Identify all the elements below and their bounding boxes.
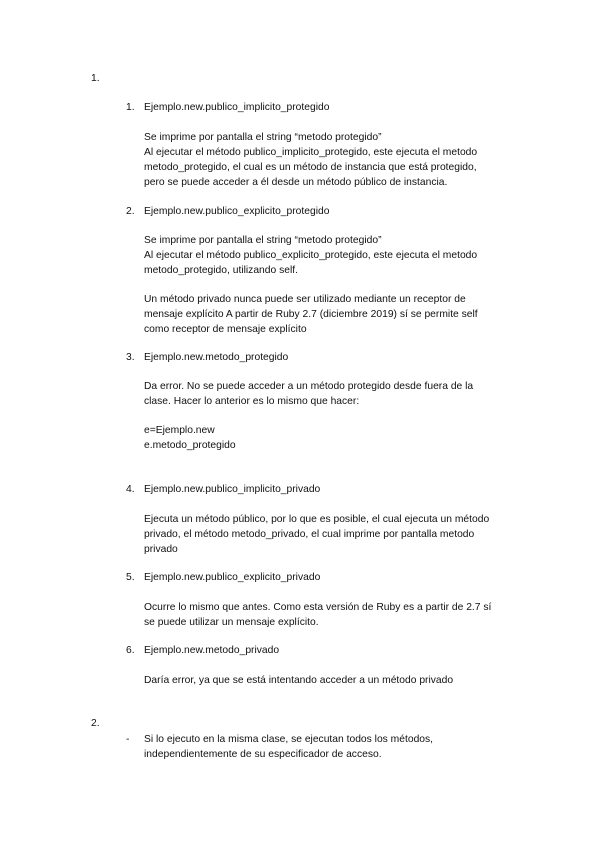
item-5-line-1: Ocurre lo mismo que antes. Como esta versión de Ruby es a partir de 2.7 sí bbox=[144, 602, 492, 613]
item-3-line-2: clase. Hacer lo anterior es lo mismo que hacer: bbox=[144, 396, 360, 407]
item-5-number: 5. bbox=[126, 572, 135, 583]
question-2-line-1: Si lo ejecuto en la misma clase, se ejecutan todos los métodos, bbox=[144, 734, 434, 745]
item-5-line-2: se puede utilizar un mensaje explícito. bbox=[144, 617, 319, 628]
item-2-number: 2. bbox=[126, 206, 135, 217]
question-1-number: 1. bbox=[91, 73, 100, 84]
item-3-number: 3. bbox=[126, 352, 135, 363]
item-1-line-1: Se imprime por pantalla el string “metodo protegido” bbox=[144, 132, 382, 143]
item-2-heading: Ejemplo.new.publico_explicito_protegido bbox=[144, 206, 330, 217]
item-3-heading: Ejemplo.new.metodo_protegido bbox=[144, 352, 289, 363]
question-2-line-2: independientemente de su especificador de acceso. bbox=[144, 749, 382, 760]
item-4-line-2: privado, el método metodo_privado, el cual imprime por pantalla metodo bbox=[144, 529, 475, 540]
item-4-heading: Ejemplo.new.publico_implicito_privado bbox=[144, 484, 321, 495]
item-6-line-1: Daría error, ya que se está intentando acceder a un método privado bbox=[144, 675, 454, 686]
item-6-heading: Ejemplo.new.metodo_privado bbox=[144, 645, 280, 656]
item-5-heading: Ejemplo.new.publico_explicito_privado bbox=[144, 572, 321, 583]
item-3-code-line-2: e.metodo_protegido bbox=[144, 440, 236, 451]
item-4-line-3: privado bbox=[144, 544, 178, 555]
item-3-line-1: Da error. No se puede acceder a un método protegido desde fuera de la bbox=[144, 381, 474, 392]
item-1-line-3: metodo_protegido, el cual es un método de instancia que está protegido, bbox=[144, 162, 477, 173]
item-6-number: 6. bbox=[126, 645, 135, 656]
item-1-line-2: Al ejecutar el método publico_implicito_protegido, este ejecuta el metodo bbox=[144, 147, 478, 158]
item-2-line-2: Al ejecutar el método publico_explicito_protegido, este ejecuta el metodo bbox=[144, 250, 478, 261]
item-1-number: 1. bbox=[126, 102, 135, 113]
question-2-bullet: - bbox=[126, 734, 130, 745]
item-2-line-3: metodo_protegido, utilizando self. bbox=[144, 265, 298, 276]
item-3-code-line-1: e=Ejemplo.new bbox=[144, 425, 215, 436]
item-2-note-line-1: Un método privado nunca puede ser utilizado mediante un receptor de bbox=[144, 294, 466, 305]
item-4-number: 4. bbox=[126, 484, 135, 495]
item-4-line-1: Ejecuta un método público, por lo que es posible, el cual ejecuta un método bbox=[144, 514, 490, 525]
question-2-number: 2. bbox=[91, 718, 100, 729]
item-2-note-line-2: mensaje explícito A partir de Ruby 2.7 (diciembre 2019) sí se permite self bbox=[144, 309, 478, 320]
item-2-line-1: Se imprime por pantalla el string “metodo protegido” bbox=[144, 235, 382, 246]
item-1-line-4: pero se puede acceder a él desde un método público de instancia. bbox=[144, 177, 448, 188]
item-1-heading: Ejemplo.new.publico_implicito_protegido bbox=[144, 102, 330, 113]
item-2-note-line-3: como receptor de mensaje explícito bbox=[144, 324, 307, 335]
